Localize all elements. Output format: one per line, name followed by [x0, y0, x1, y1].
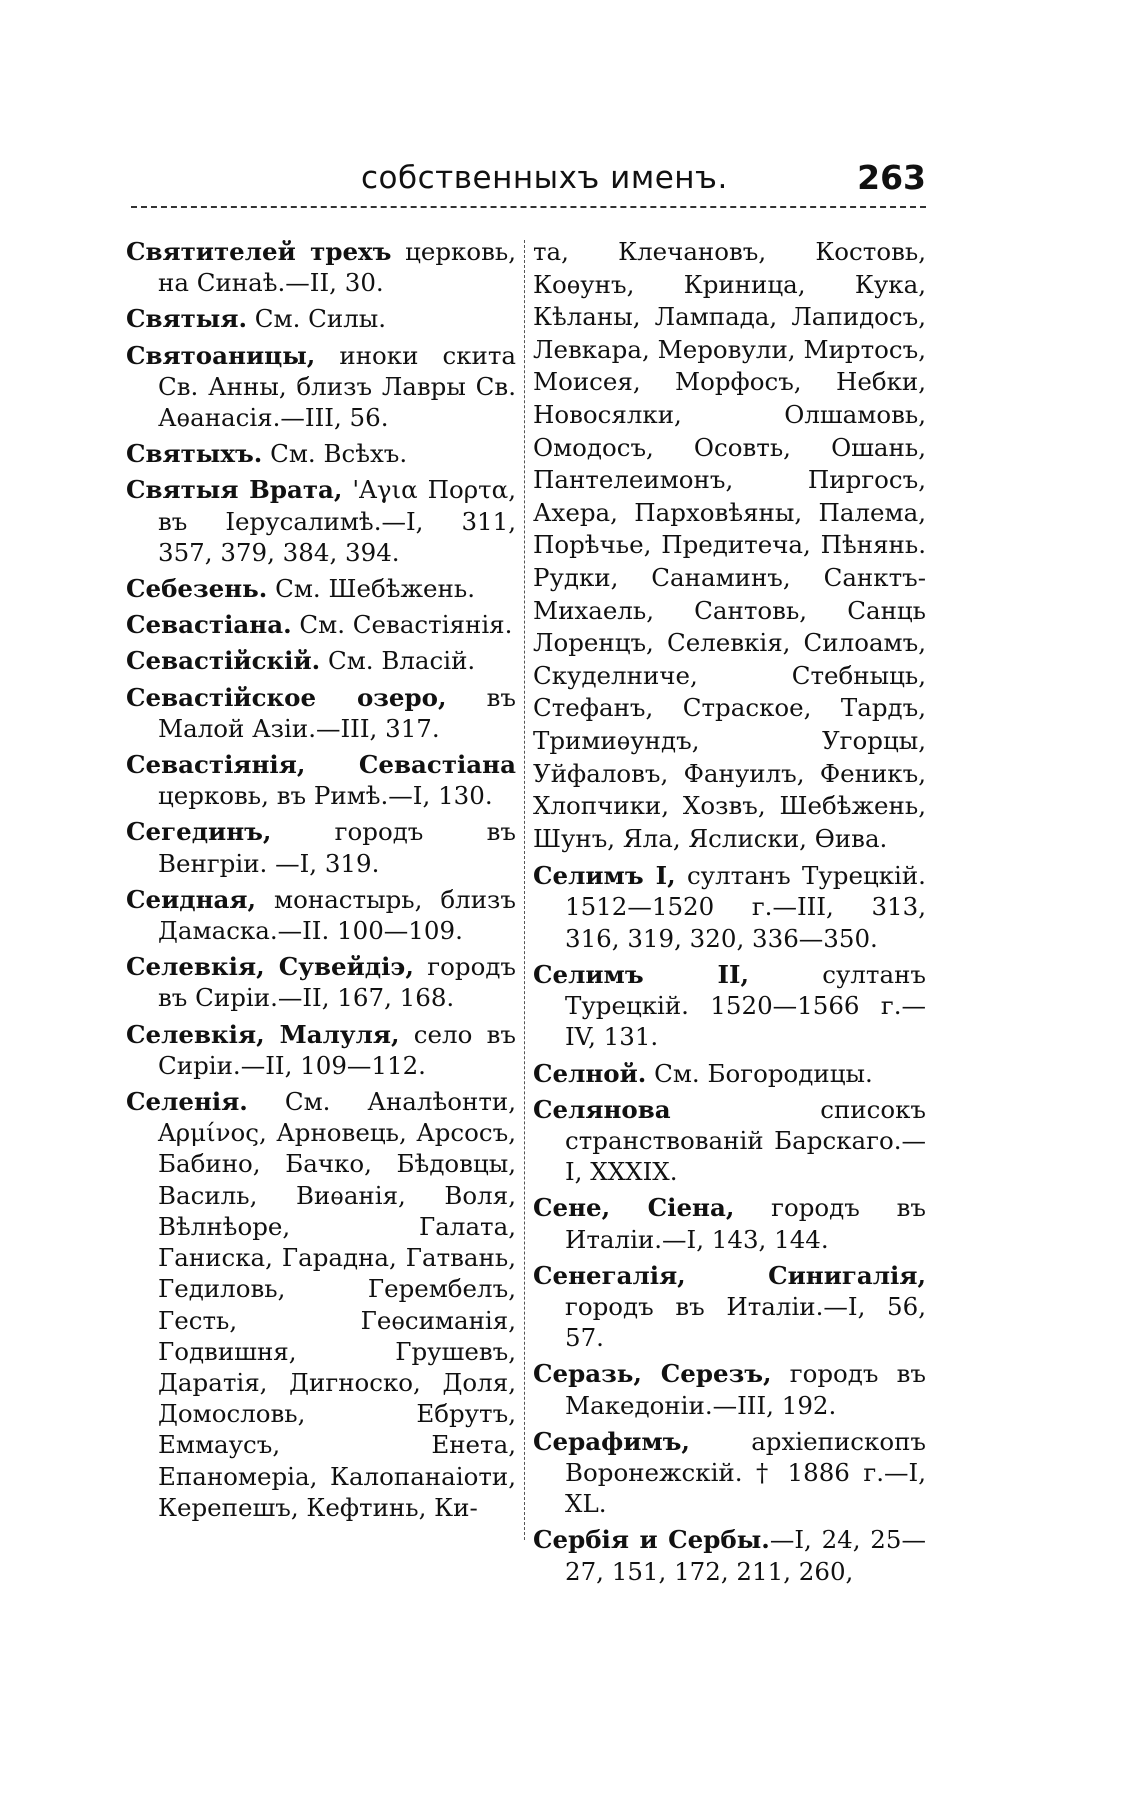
header-rule	[131, 206, 926, 208]
entry-headword: Святителей трехъ	[126, 237, 392, 266]
entry-text: городъ въ Италіи.—I, 56, 57.	[565, 1291, 926, 1353]
index-entry	[126, 573, 516, 604]
entry-headword: Сеидная,	[126, 884, 257, 914]
entry-headword: Селимъ I,	[533, 861, 676, 891]
index-entry	[126, 609, 516, 640]
entry-text: въ Малой Азіи.—III, 317.	[158, 682, 516, 743]
index-entry	[533, 1426, 926, 1520]
entry-text: городъ въ Италіи.—I, 143, 144.	[565, 1193, 926, 1254]
index-entry	[126, 340, 516, 434]
index-entry	[126, 1019, 516, 1081]
entry-headword: Сербія и Сербы.	[533, 1525, 770, 1555]
page-header	[131, 160, 926, 210]
entry-text: См. Шебѣжень.	[267, 574, 475, 604]
entry-continuation: та, Клечановъ, Костовь, Коѳунъ, Криница, Кука, Кѣланы, Лампада, Лапидосъ, Левкара, Меровули, Миртосъ, Моисея, Морфосъ, Небки, Новосялки, Олшамовь, Омодосъ, Осовть, Ошань, Пантелеимонъ, Пиргосъ, Ахера, Парховѣяны, Палема, Порѣчье, Предитеча, Пѣнянь. Рудки, Санаминъ, Санктъ-Михаель, Сантовь, Санць Лоренцъ, Селевкія, Силоамъ, Скуделниче, Стебныць, Стефанъ, Страское, Тардъ, Тримиѳундъ, Угорцы, Уйфаловъ, Фануилъ, Феникъ, Хлопчики, Хозвъ, Шебѣжень, Шунъ, Яла, Яслиски, Ѳива.	[533, 237, 926, 853]
index-entry	[533, 1058, 926, 1089]
index-entry	[126, 236, 516, 298]
left-column	[126, 236, 516, 1528]
entry-headword: Святыя Врата,	[126, 475, 343, 505]
entry-headword: Серафимъ,	[533, 1426, 690, 1456]
entry-text: церковь, на Синаѣ.—II, 30.	[158, 237, 516, 298]
entry-headword: Севастіянія, Севастіана	[126, 750, 516, 780]
entry-text: См. Силы.	[247, 304, 387, 334]
entry-headword: Селенія.	[126, 1087, 248, 1117]
entry-text: городъ въ Венгріи. —I, 319.	[158, 817, 516, 878]
index-entry	[126, 645, 516, 676]
index-entry	[533, 1094, 926, 1188]
index-entry	[533, 1260, 926, 1354]
entry-text: церковь, въ Римѣ.—I, 130.	[158, 781, 493, 811]
index-entry	[533, 860, 926, 954]
entry-text: 'Αγια Πορτα, въ Іерусалимѣ.—I, 311, 357, 379, 384, 394.	[158, 475, 517, 567]
entry-headword: Святыхъ.	[126, 439, 263, 469]
index-entry	[126, 474, 516, 568]
index-entry	[126, 884, 516, 946]
index-entry	[126, 682, 516, 744]
index-entry	[533, 1192, 926, 1254]
entry-text: См. Богородицы.	[646, 1058, 873, 1088]
index-entry	[533, 959, 926, 1053]
entry-text: См. Власій.	[320, 646, 476, 676]
entry-headword: Серазь, Серезъ,	[533, 1359, 772, 1389]
entry-headword: Селной.	[533, 1058, 647, 1088]
right-column	[533, 236, 926, 1592]
index-entry	[126, 1086, 516, 1523]
entry-headword: Севастійскій.	[126, 646, 321, 676]
index-entry	[533, 1524, 926, 1586]
entry-headword: Селевкія, Сувейдіэ,	[126, 952, 414, 982]
index-entry	[126, 749, 516, 811]
entry-text: иноки скита Св. Анны, близъ Лавры Св. Аѳанасія.—III, 56.	[158, 340, 516, 433]
column-divider	[524, 240, 525, 1540]
entry-text: См. Аналѣонти, Αρμίνος, Арновець, Арсосъ, Бабино, Бачко, Бѣдовцы, Василь, Виѳанія, Воля, Вѣлнѣоре, Галата, Ганиска, Гарадна, Гатвань, Гедиловь, Герембелъ, Гесть, Геѳсиманія, Годвишня, Грушевъ, Даратія, Дигноско, Доля, Домословь, Ебрутъ, Еммаусъ, Енета, Епаномеріа, Калопанаіоти, Керепешъ, Кефтинь, Ки-	[158, 1087, 516, 1522]
entry-headword: Селимъ II,	[533, 959, 750, 989]
entry-text: монастырь, близъ Дамаска.—II. 100—109.	[158, 884, 516, 946]
entry-headword: Селевкія, Малуля,	[126, 1019, 400, 1049]
entry-text: См. Всѣхъ.	[262, 439, 408, 469]
entry-headword: Святоаницы,	[126, 340, 316, 370]
entry-text: городъ въ Сиріи.—II, 167, 168.	[158, 952, 517, 1013]
entry-headword: Сенегалія, Синигалія,	[533, 1260, 926, 1290]
entry-text: султанъ Турецкій. 1520—1566 г.—IV, 131.	[565, 959, 926, 1052]
page-number: 263	[857, 158, 926, 197]
index-entry	[126, 816, 516, 878]
index-entry	[533, 1358, 926, 1420]
entry-headword: Сегединъ,	[126, 817, 272, 847]
index-entry	[126, 951, 516, 1013]
entry-text: архіепископъ Воронежскій. † 1886 г.—I, XL.	[565, 1426, 926, 1519]
entry-headword: Селянова	[533, 1094, 671, 1124]
entry-text: списокъ странствованій Барскаго.—I, XXXIX.	[565, 1094, 926, 1187]
entry-text: См. Севастіянія.	[291, 610, 513, 640]
entry-text: султанъ Турецкій. 1512—1520 г.—III, 313, 316, 319, 320, 336—350.	[565, 861, 926, 953]
entry-text: село въ Сиріи.—II, 109—112.	[158, 1019, 516, 1080]
running-head: собственныхъ именъ.	[361, 160, 728, 196]
entry-text: городъ въ Македоніи.—III, 192.	[565, 1359, 926, 1420]
entry-headword: Сене, Сіена,	[533, 1193, 735, 1223]
entry-headword: Себезень.	[126, 574, 268, 604]
index-entry	[126, 438, 516, 469]
entry-text: —I, 24, 25—27, 151, 172, 211, 260,	[565, 1525, 926, 1586]
entry-headword: Севастіана.	[126, 610, 292, 640]
entry-headword: Святыя.	[126, 304, 247, 334]
entry-headword: Севастійское озеро,	[126, 682, 447, 712]
index-entry	[126, 303, 516, 334]
